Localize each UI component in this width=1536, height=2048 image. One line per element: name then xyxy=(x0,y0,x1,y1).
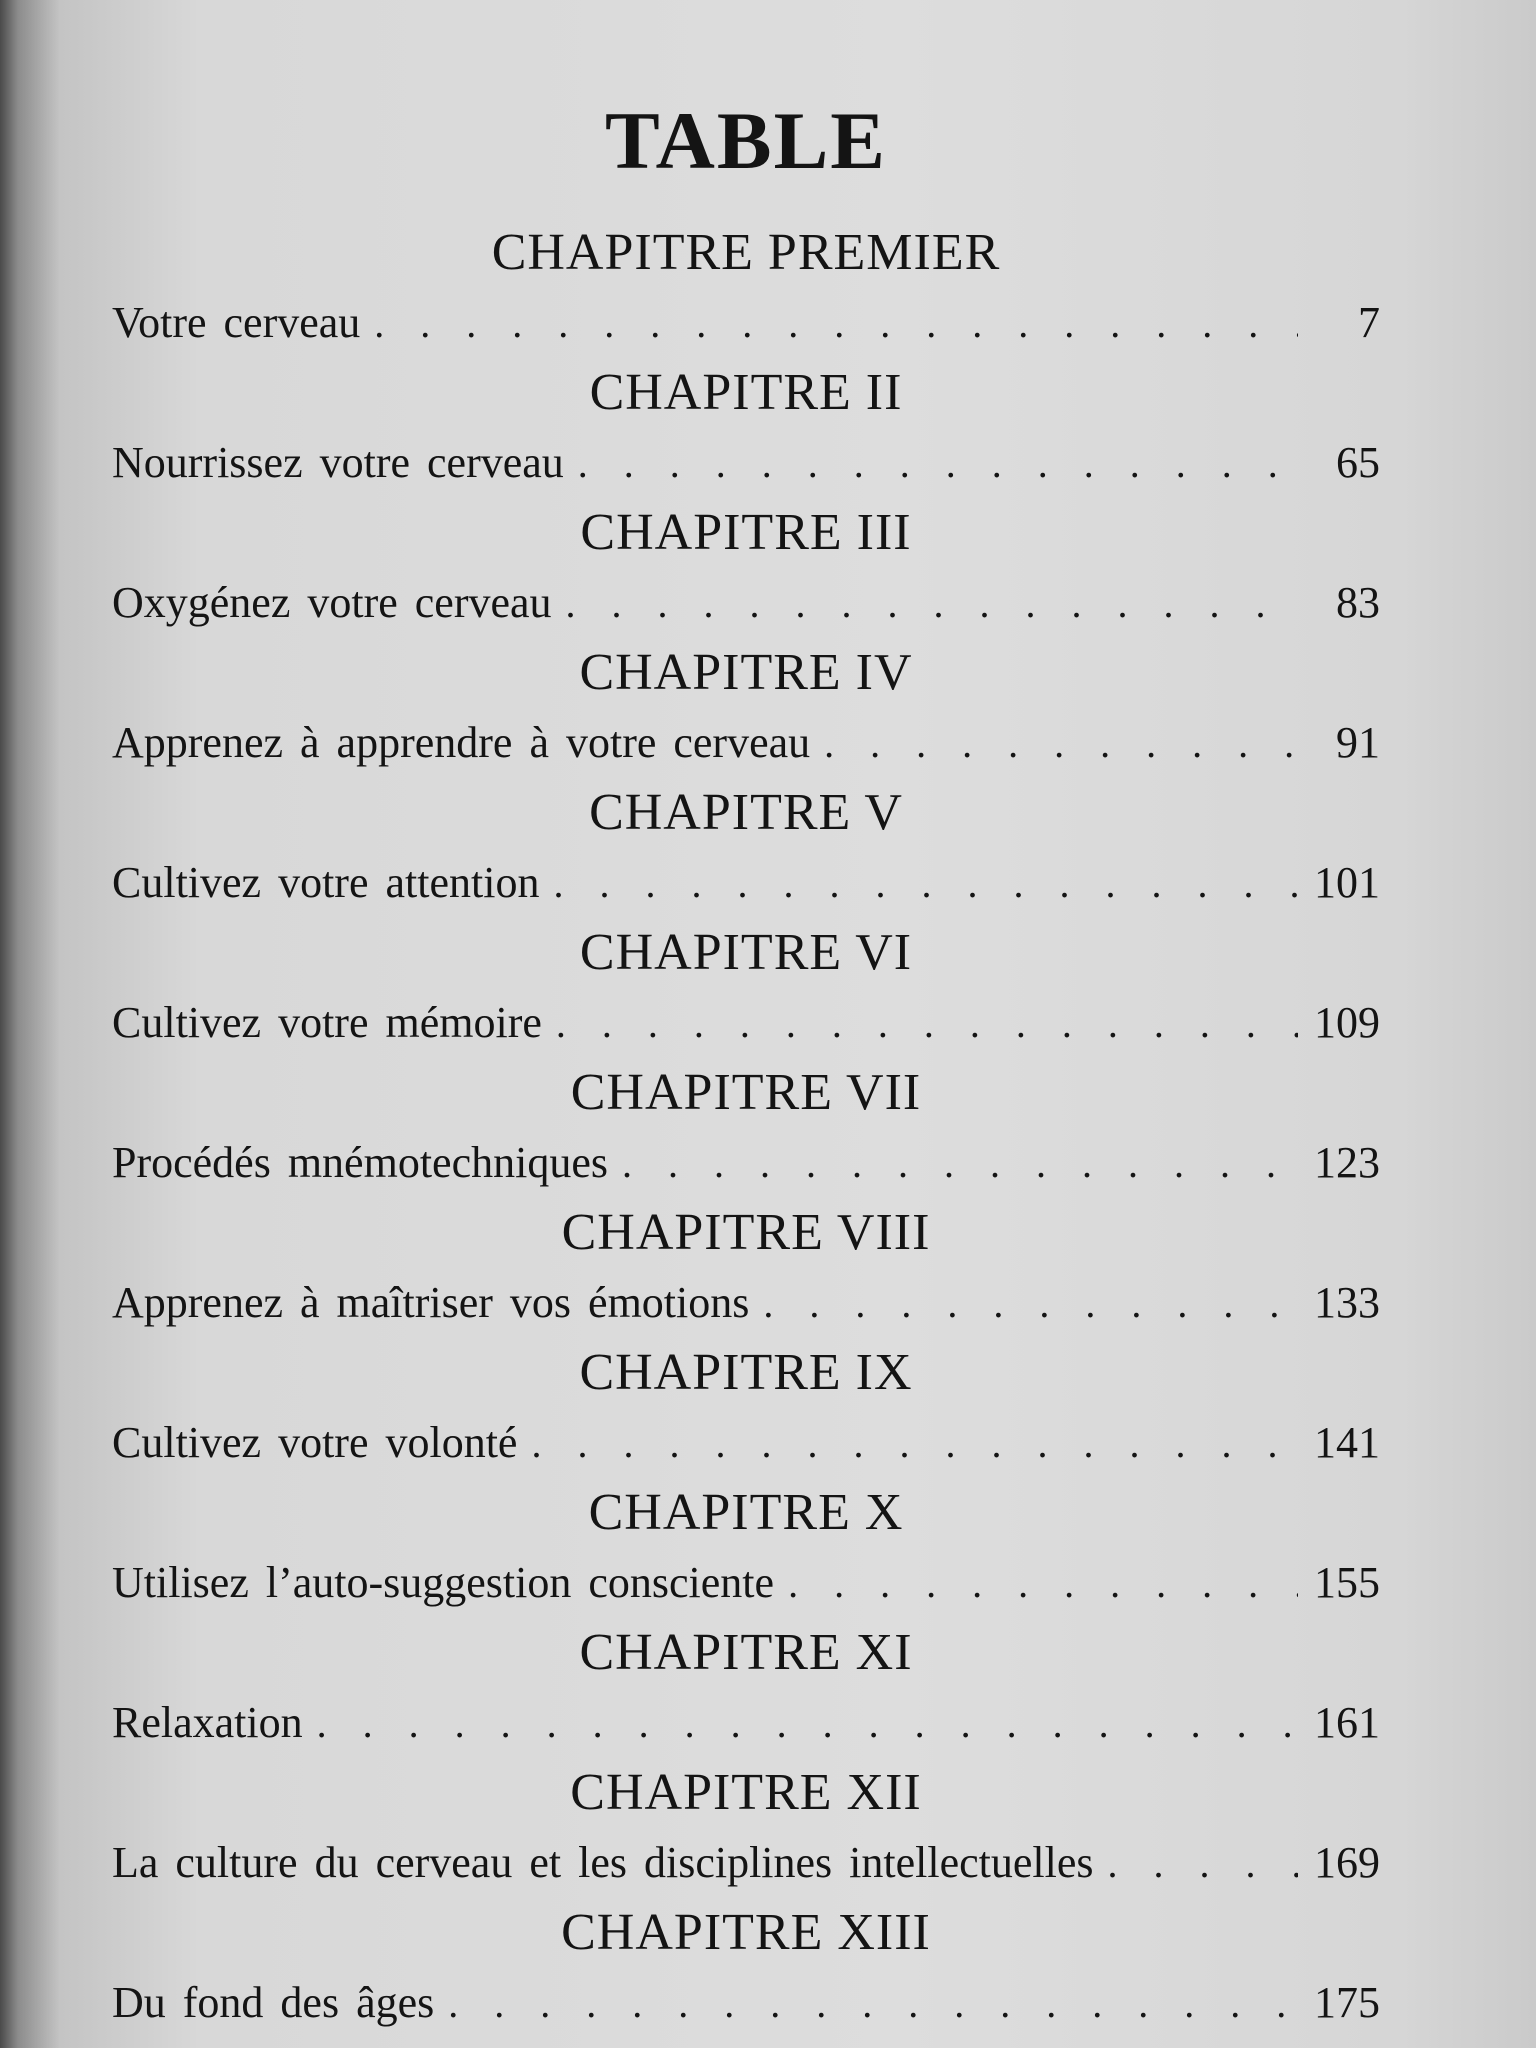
page-number: 169 xyxy=(1314,1838,1380,1887)
toc-entry xyxy=(112,1124,1380,1202)
dot-leader xyxy=(578,425,1298,503)
dot-leader xyxy=(788,1545,1298,1623)
page-number: 109 xyxy=(1314,998,1380,1047)
toc-entry xyxy=(112,844,1380,922)
chapter-heading: CHAPITRE XII xyxy=(570,1764,922,1821)
toc-entry xyxy=(112,424,1380,502)
dot-leader xyxy=(556,985,1298,1063)
chapter-heading: CHAPITRE VII xyxy=(570,1064,922,1121)
chapter-heading: CHAPITRE VI xyxy=(579,924,913,981)
page-number: 175 xyxy=(1314,1978,1380,2027)
chapter-heading: CHAPITRE X xyxy=(588,1484,904,1541)
dot-leader xyxy=(1108,1825,1298,1903)
entry-title: Apprenez à apprendre à votre cerveau xyxy=(112,718,811,767)
toc-entry xyxy=(112,1964,1380,2042)
toc-entry xyxy=(112,704,1380,782)
toc-entry xyxy=(112,984,1380,1062)
entry-title: Relaxation xyxy=(112,1698,303,1747)
page-title: TABLE xyxy=(605,95,887,186)
dot-leader xyxy=(622,1125,1298,1203)
page-number: 7 xyxy=(1358,298,1380,347)
dot-leader xyxy=(566,565,1298,643)
entry-title: Procédés mnémotechniques xyxy=(112,1138,608,1187)
toc-entry xyxy=(112,1264,1380,1342)
page-number: 161 xyxy=(1314,1698,1380,1747)
dot-leader xyxy=(553,845,1298,923)
page-number: 91 xyxy=(1336,718,1380,767)
page-number: 101 xyxy=(1314,858,1380,907)
chapter-heading: CHAPITRE VIII xyxy=(561,1204,931,1261)
dot-leader xyxy=(317,1685,1298,1763)
chapter-heading: CHAPITRE V xyxy=(589,784,903,841)
entry-title: Cultivez votre attention xyxy=(112,858,540,907)
page-number: 155 xyxy=(1314,1558,1380,1607)
page-number: 123 xyxy=(1314,1138,1380,1187)
toc-entry xyxy=(112,564,1380,642)
toc-entry xyxy=(112,1684,1380,1762)
entry-title: Cultivez votre mémoire xyxy=(112,998,542,1047)
entry-title: Cultivez votre volonté xyxy=(112,1418,518,1467)
page-number: 83 xyxy=(1336,578,1380,627)
toc-entries xyxy=(112,222,1380,2042)
dot-leader xyxy=(374,285,1298,363)
toc-entry xyxy=(112,1404,1380,1482)
chapter-heading: CHAPITRE XI xyxy=(579,1624,913,1681)
page-number: 65 xyxy=(1336,438,1380,487)
page-number: 133 xyxy=(1314,1278,1380,1327)
table-of-contents xyxy=(112,82,1380,2042)
chapter-heading: CHAPITRE XIII xyxy=(561,1904,931,1961)
entry-title: Utilisez l’auto-suggestion consciente xyxy=(112,1558,775,1607)
chapter-heading: CHAPITRE IV xyxy=(579,644,913,701)
chapter-heading: CHAPITRE IX xyxy=(579,1344,913,1401)
dot-leader xyxy=(763,1265,1298,1343)
chapter-heading: CHAPITRE III xyxy=(580,504,912,561)
chapter-heading: CHAPITRE PREMIER xyxy=(491,224,1001,281)
dot-leader xyxy=(824,705,1298,783)
entry-title: Du fond des âges xyxy=(112,1978,435,2027)
entry-title: Nourrissez votre cerveau xyxy=(112,438,564,487)
page-number: 141 xyxy=(1314,1418,1380,1467)
entry-title: Oxygénez votre cerveau xyxy=(112,578,552,627)
entry-title: La culture du cerveau et les disciplines intellectuelles xyxy=(112,1838,1094,1887)
dot-leader xyxy=(448,1965,1298,2043)
chapter-heading: CHAPITRE II xyxy=(589,364,903,421)
toc-entry xyxy=(112,284,1380,362)
toc-entry xyxy=(112,1824,1380,1902)
dot-leader xyxy=(531,1405,1298,1483)
entry-title: Votre cerveau xyxy=(112,298,361,347)
entry-title: Apprenez à maîtriser vos émotions xyxy=(112,1278,750,1327)
toc-entry xyxy=(112,1544,1380,1622)
